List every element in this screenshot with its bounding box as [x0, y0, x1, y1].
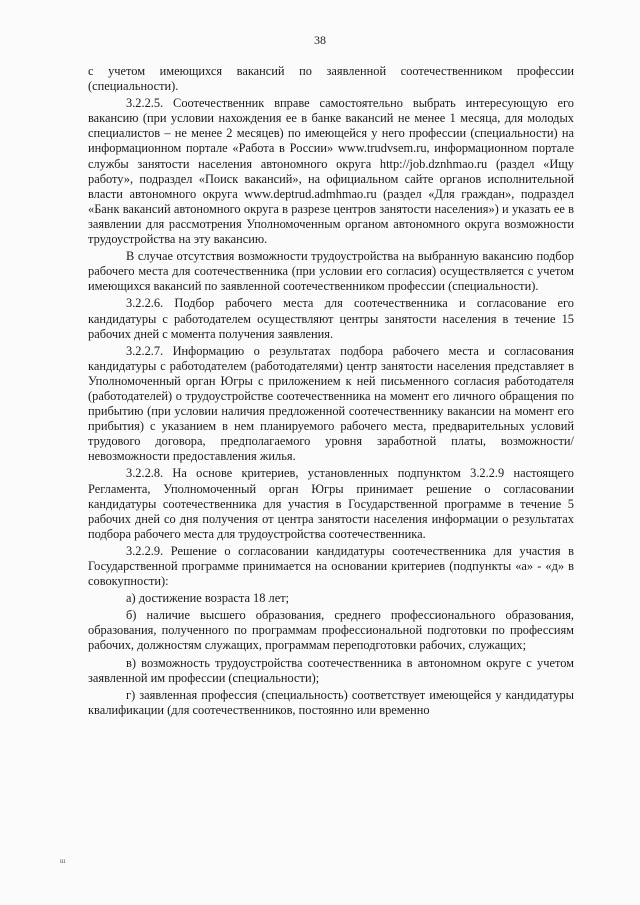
footer-mark: ш [60, 857, 66, 865]
criterion-b: б) наличие высшего образования, среднего профессионального образования, образования, полученного по программам профессиональной подготовки по профессиям рабочих, должностям служащих, программам переподготовки рабочих, служащих; [88, 608, 574, 653]
paragraph-continuation: с учетом имеющихся вакансий по заявленной соотечественником профессии (специальности). [88, 64, 574, 94]
criterion-a: а) достижение возраста 18 лет; [126, 591, 290, 606]
criterion-g: г) заявленная профессия (специальность) соответствует имеющейся у кандидатуры квалификации (для соотечественников, постоянно или временно [88, 687, 574, 717]
page-number: 38 [314, 33, 326, 47]
paragraph-3-2-2-8: 3.2.2.8. На основе критериев, установленных подпунктом 3.2.2.9 настоящего Регламента, Уполномоченный орган Югры принимает решение о согласовании кандидатуры соотечественника для участия в Государственной программе в течение 5 рабочих дней со дня получения от центра занятости населения информации о результатах подбора рабочего места для трудоустройства соотечественника. [88, 466, 574, 541]
paragraph-no-vacancy: В случае отсутствия возможности трудоустройства на выбранную вакансию подбор рабочего места для соотечественника (при условии его согласия) осуществляется с учетом имеющихся вакансий по заявленной соотечественником профессии (специальности). [88, 249, 574, 294]
paragraph-3-2-2-7: 3.2.2.7. Информацию о результатах подбора рабочего места и согласования кандидатуры с работодателем (работодателями) центр занятости населения представляет в Уполномоченный орган Югры с приложением к ней письменного согласия работодателя (работодателей) о трудоустройстве соотечественника на момент его личного обращения по прибытию (при условии наличия предложенной соотечественнику вакансии на момент его прибытия) с указанием в нем планируемого рабочего места, предварительных условий трудового договора, предполагаемого уровня заработной платы, возможности/невозможности предоставления жилья. [88, 343, 574, 464]
document-body [88, 64, 574, 720]
paragraph-3-2-2-6: 3.2.2.6. Подбор рабочего места для соотечественника и согласование его кандидатуры с работодателем осуществляют центры занятости населения в течение 15 рабочих дней с момента получения заявления. [88, 296, 574, 341]
paragraph-3-2-2-5: 3.2.2.5. Соотечественник вправе самостоятельно выбрать интересующую его вакансию (при условии нахождения ее в банке вакансий не менее 1 месяца, для молодых специалистов – не менее 2 месяцев) по имеющейся у него профессии (специальности) на информационном портале «Работа в России» www.trudvsem.ru, информационном портале службы занятости населения автономного округа http://job.dznhmao.ru (раздел «Ищу работу», подраздел «Поиск вакансий», на официальном сайте органов исполнительной власти автономного округа www.deptrud.admhmao.ru (раздел «Для граждан», подраздел «Банк вакансий автономного округа в разрезе центров занятости населения») и указать ее в заявлении для рассмотрения Уполномоченным органом автономного округа возможности трудоустройства на эту вакансию. [88, 96, 574, 247]
paragraph-3-2-2-9: 3.2.2.9. Решение о согласовании кандидатуры соотечественника для участия в Государственной программе принимается на основании критериев (подпункты «а» - «д» в совокупности): [88, 543, 574, 589]
criterion-v: в) возможность трудоустройства соотечественника в автономном округе с учетом заявленной им профессии (специальности); [88, 655, 574, 685]
